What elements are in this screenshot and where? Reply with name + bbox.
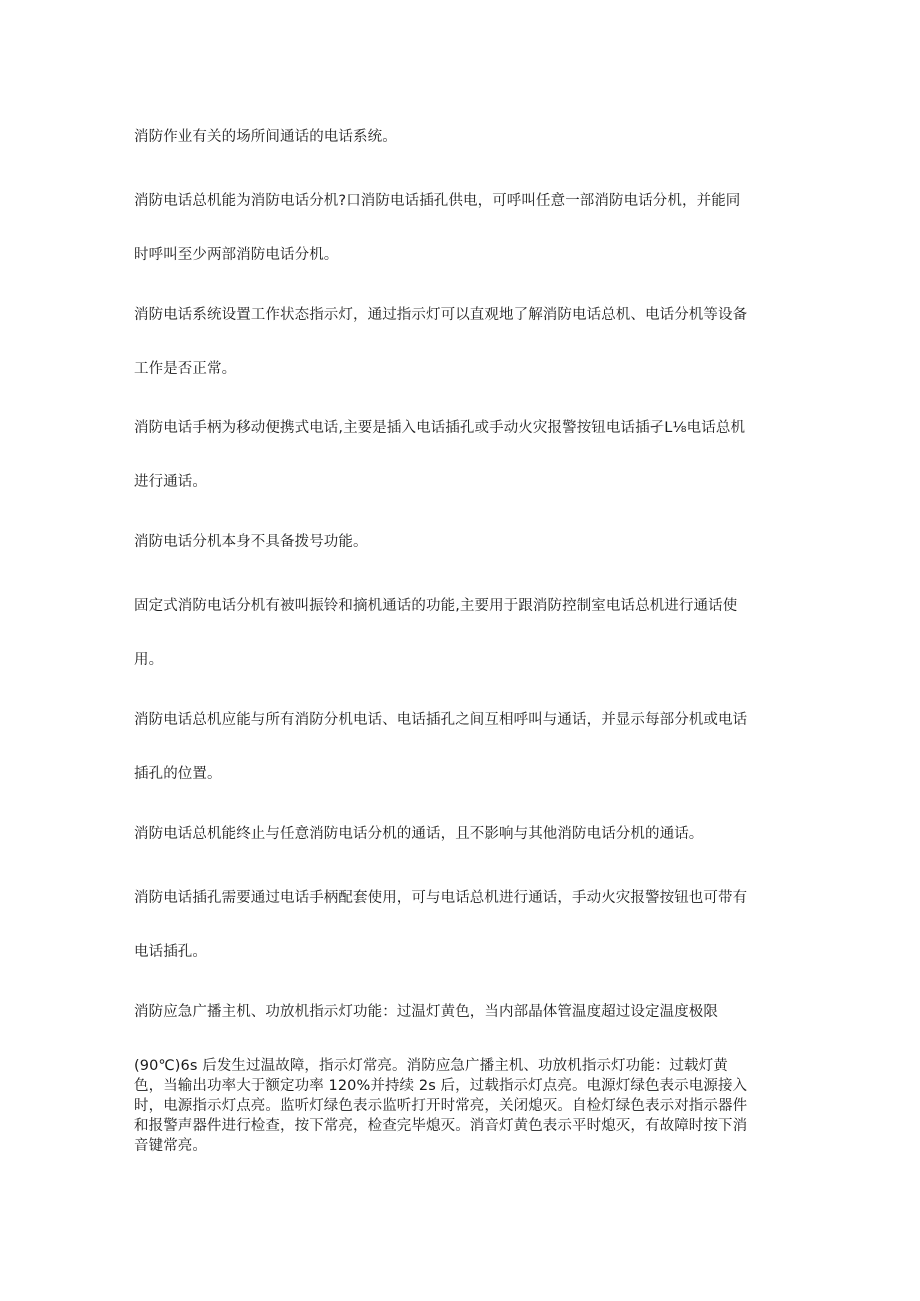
paragraph-line: 时，电源指示灯点亮。监听灯绿色表示监听打开时常亮，关闭熄灭。自检灯绿色表示对指示器件 xyxy=(134,1098,748,1114)
paragraph-3 xyxy=(134,305,794,379)
paragraph-line: 消防电话系统设置工作状态指示灯，通过指示灯可以直观地了解消防电话总机、电话分机等设备 xyxy=(134,307,748,323)
paragraph-6 xyxy=(134,596,794,670)
paragraph-9 xyxy=(134,888,794,962)
paragraph-line: 进行通话。 xyxy=(134,474,207,490)
paragraph-7 xyxy=(134,710,794,784)
paragraph-5 xyxy=(134,532,794,552)
paragraph-2 xyxy=(134,191,794,265)
paragraph-line: 消防电话总机应能与所有消防分机电话、电话插孔之间互相呼叫与通话，并显示每部分机或电话 xyxy=(134,712,748,728)
paragraph-10 xyxy=(134,1002,794,1022)
paragraph-line: 消防应急广播主机、功放机指示灯功能：过温灯黄色，当内部晶体管温度超过设定温度极限 xyxy=(134,1004,718,1020)
paragraph-line: (90℃)6s 后发生过温故障，指示灯常亮。消防应急广播主机、功放机指示灯功能：过载灯黄 xyxy=(134,1058,728,1074)
paragraph-line: 工作是否正常。 xyxy=(134,361,237,377)
paragraph-1 xyxy=(134,127,794,147)
paragraph-line: 消防电话插孔需要通过电话手柄配套使用，可与电话总机进行通话，手动火灾报警按钮也可带有 xyxy=(134,890,748,906)
paragraph-line: 色，当输出功率大于额定功率 120%并持续 2s 后，过载指示灯点亮。电源灯绿色表示电源接入 xyxy=(134,1078,748,1094)
paragraph-line: 消防电话分机本身不具备拨号功能。 xyxy=(134,534,368,550)
paragraph-line: 时呼叫至少两部消防电话分机。 xyxy=(134,247,339,263)
paragraph-line: 消防作业有关的场所间通话的电话系统。 xyxy=(134,129,397,145)
paragraph-line: 用。 xyxy=(134,652,164,668)
paragraph-line: 和报警声器件进行检查，按下常亮，检查完毕熄灭。消音灯黄色表示平时熄灭，有故障时按下消 xyxy=(134,1118,748,1134)
paragraph-line: 电话插孔。 xyxy=(134,944,207,960)
paragraph-8 xyxy=(134,824,794,844)
paragraph-line: 插孔的位置。 xyxy=(134,766,222,782)
paragraph-line: 音键常亮。 xyxy=(134,1138,207,1154)
paragraph-line: 固定式消防电话分机有被叫振铃和摘机通话的功能,主要用于跟消防控制室电话总机进行通话使 xyxy=(134,598,738,614)
paragraph-line: 消防电话总机能为消防电话分机?口消防电话插孔供电，可呼叫任意一部消防电话分机，并能同 xyxy=(134,193,741,209)
paragraph-line: 消防电话手柄为移动便携式电话,主要是插入电话插孔或手动火灾报警按钮电话插孑L⅛电话总机 xyxy=(134,420,746,436)
paragraph-line: 消防电话总机能终止与任意消防电话分机的通话，且不影响与其他消防电话分机的通话。 xyxy=(134,826,704,842)
paragraph-4 xyxy=(134,418,794,492)
paragraph-11 xyxy=(134,1056,794,1156)
